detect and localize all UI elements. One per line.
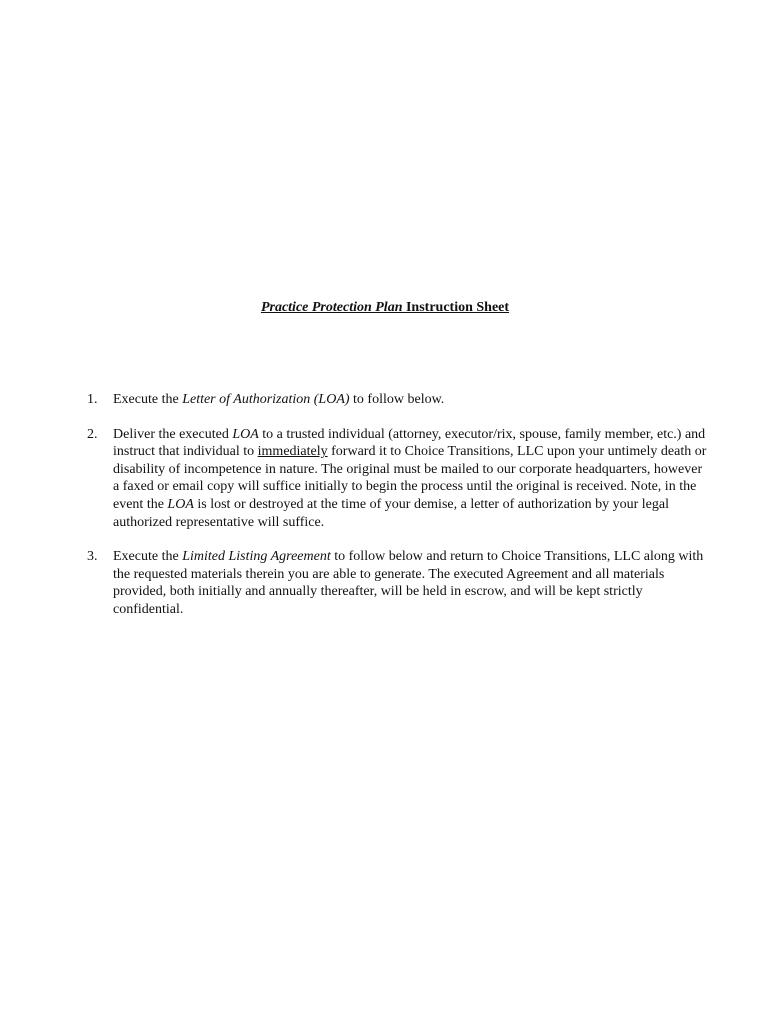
item-number: 1. xyxy=(87,392,98,407)
emphasis-run: LOA xyxy=(232,426,259,442)
text-run: to follow below. xyxy=(349,392,445,407)
text-run: Execute the xyxy=(113,549,183,565)
list-item xyxy=(87,426,707,532)
text-run: Deliver the executed xyxy=(113,426,233,442)
title-plain-part: Instruction Sheet xyxy=(402,300,510,315)
text-run: to follow below and return to Choice Transitions, LLC along with the requested materials therein you are able to generate. The executed Agreement and all materials provided, both initially and annually thereafter, will be held in escrow, and will be kept strictly confidential. xyxy=(113,549,704,617)
text-run: to a trusted individual (attorney, executor/rix, spouse, family member, etc.) and instruct that individual to xyxy=(113,426,706,460)
emphasis-run: Letter of Authorization (LOA) xyxy=(182,392,350,407)
text-run: is lost or destroyed at the time of your demise, a letter of authorization by your legal authorized representative will suffice. xyxy=(113,496,669,530)
underlined-run: immediately xyxy=(257,444,328,460)
item-text xyxy=(113,549,703,617)
list-item xyxy=(87,391,707,409)
list-item xyxy=(87,548,707,618)
text-run: forward it to Choice Transitions, LLC upon your untimely death or disability of incompetence in nature. The original must be mailed to our corporate headquarters, however a faxed or email copy will suffice initially to begin the process until the original is received. Note, in the event the xyxy=(113,444,707,512)
emphasis-run: Limited Listing Agreement xyxy=(182,549,331,565)
item-number: 2. xyxy=(87,426,98,442)
item-number: 3. xyxy=(87,549,98,565)
page-title xyxy=(0,300,770,316)
title-italic-part: Practice Protection Plan xyxy=(260,300,403,315)
item-text xyxy=(113,392,444,407)
text-run: Execute the xyxy=(113,392,183,407)
item-text xyxy=(113,427,706,530)
emphasis-run: LOA xyxy=(167,496,194,512)
instruction-list xyxy=(87,391,707,636)
